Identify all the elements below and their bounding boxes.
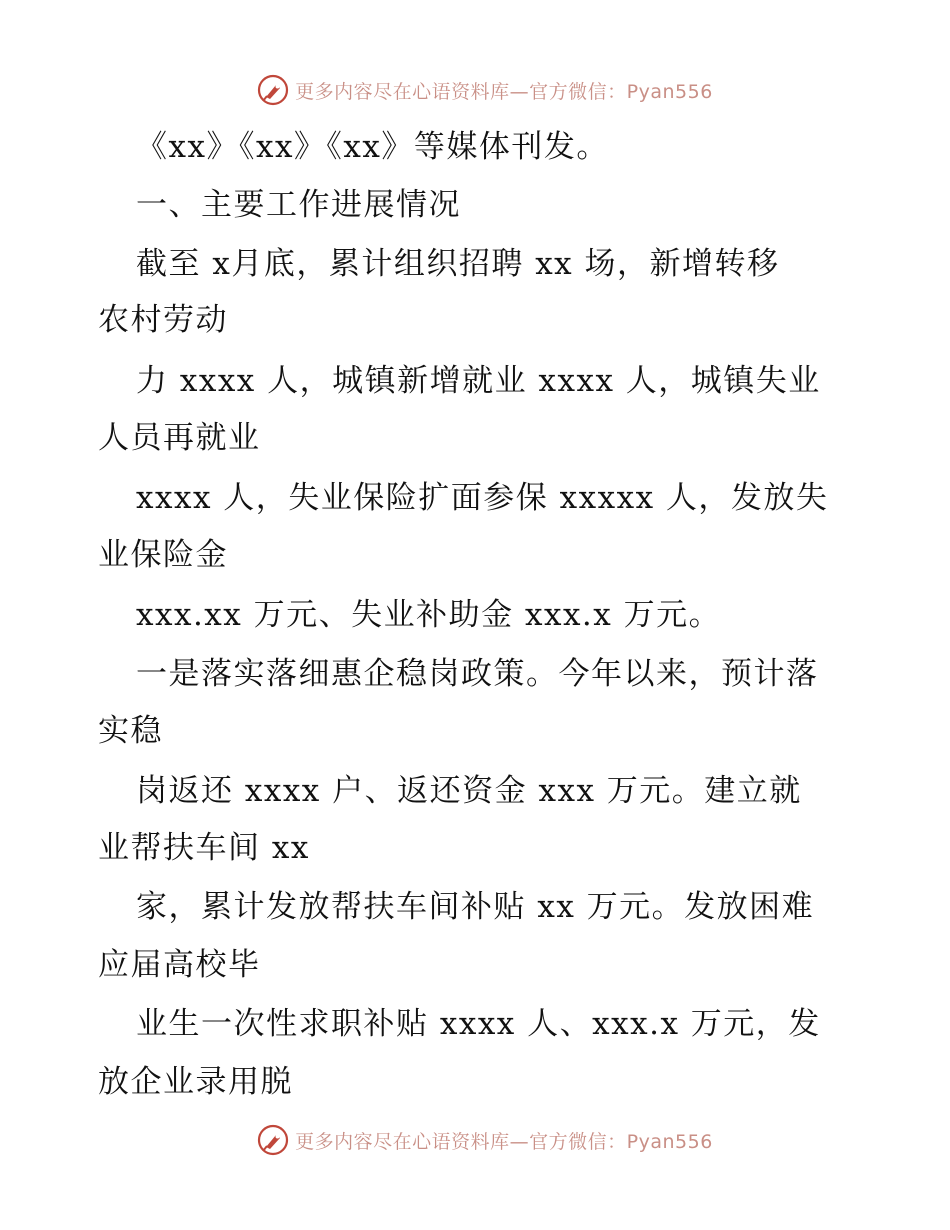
text-line: xxxx 人，失业保险扩面参保 xxxxx 人，发放失 bbox=[136, 480, 829, 516]
watermark-text: 更多内容尽在心语资料库—官方微信：Pyan556 bbox=[295, 80, 713, 103]
text-line: 实稳 bbox=[98, 713, 163, 749]
text-line: 力 xxxx 人，城镇新增就业 xxxx 人，城镇失业 bbox=[136, 363, 821, 399]
watermark-text: 更多内容尽在心语资料库—官方微信：Pyan556 bbox=[295, 1130, 713, 1153]
text-line: 业保险金 bbox=[98, 537, 228, 573]
text-line: 业生一次性求职补贴 xxxx 人、xxx.x 万元，发 bbox=[136, 1006, 821, 1042]
text-line: 一是落实落细惠企稳岗政策。今年以来，预计落 bbox=[136, 656, 819, 692]
pen-nib-logo-icon bbox=[257, 74, 289, 106]
section-heading: 一、主要工作进展情况 bbox=[136, 187, 461, 223]
footer-watermark bbox=[0, 1120, 950, 1160]
watermark-group bbox=[257, 1124, 713, 1156]
text-line: 《xx》《xx》《xx》等媒体刊发。 bbox=[136, 129, 609, 165]
header-watermark bbox=[0, 70, 950, 110]
text-line: 应届高校毕 bbox=[98, 947, 261, 983]
pen-nib-logo-icon bbox=[257, 1124, 289, 1156]
text-line: 截至 x月底，累计组织招聘 xx 场，新增转移 bbox=[136, 246, 780, 282]
text-line: 业帮扶车间 xx bbox=[98, 830, 310, 866]
text-line: 人员再就业 bbox=[98, 420, 261, 456]
watermark-group bbox=[257, 74, 713, 106]
text-line: xxx.xx 万元、失业补助金 xxx.x 万元。 bbox=[136, 597, 722, 633]
text-line: 放企业录用脱 bbox=[98, 1064, 293, 1100]
text-line: 岗返还 xxxx 户、返还资金 xxx 万元。建立就 bbox=[136, 773, 802, 809]
text-line: 农村劳动 bbox=[98, 302, 228, 338]
text-line: 家，累计发放帮扶车间补贴 xx 万元。发放困难 bbox=[136, 889, 815, 925]
